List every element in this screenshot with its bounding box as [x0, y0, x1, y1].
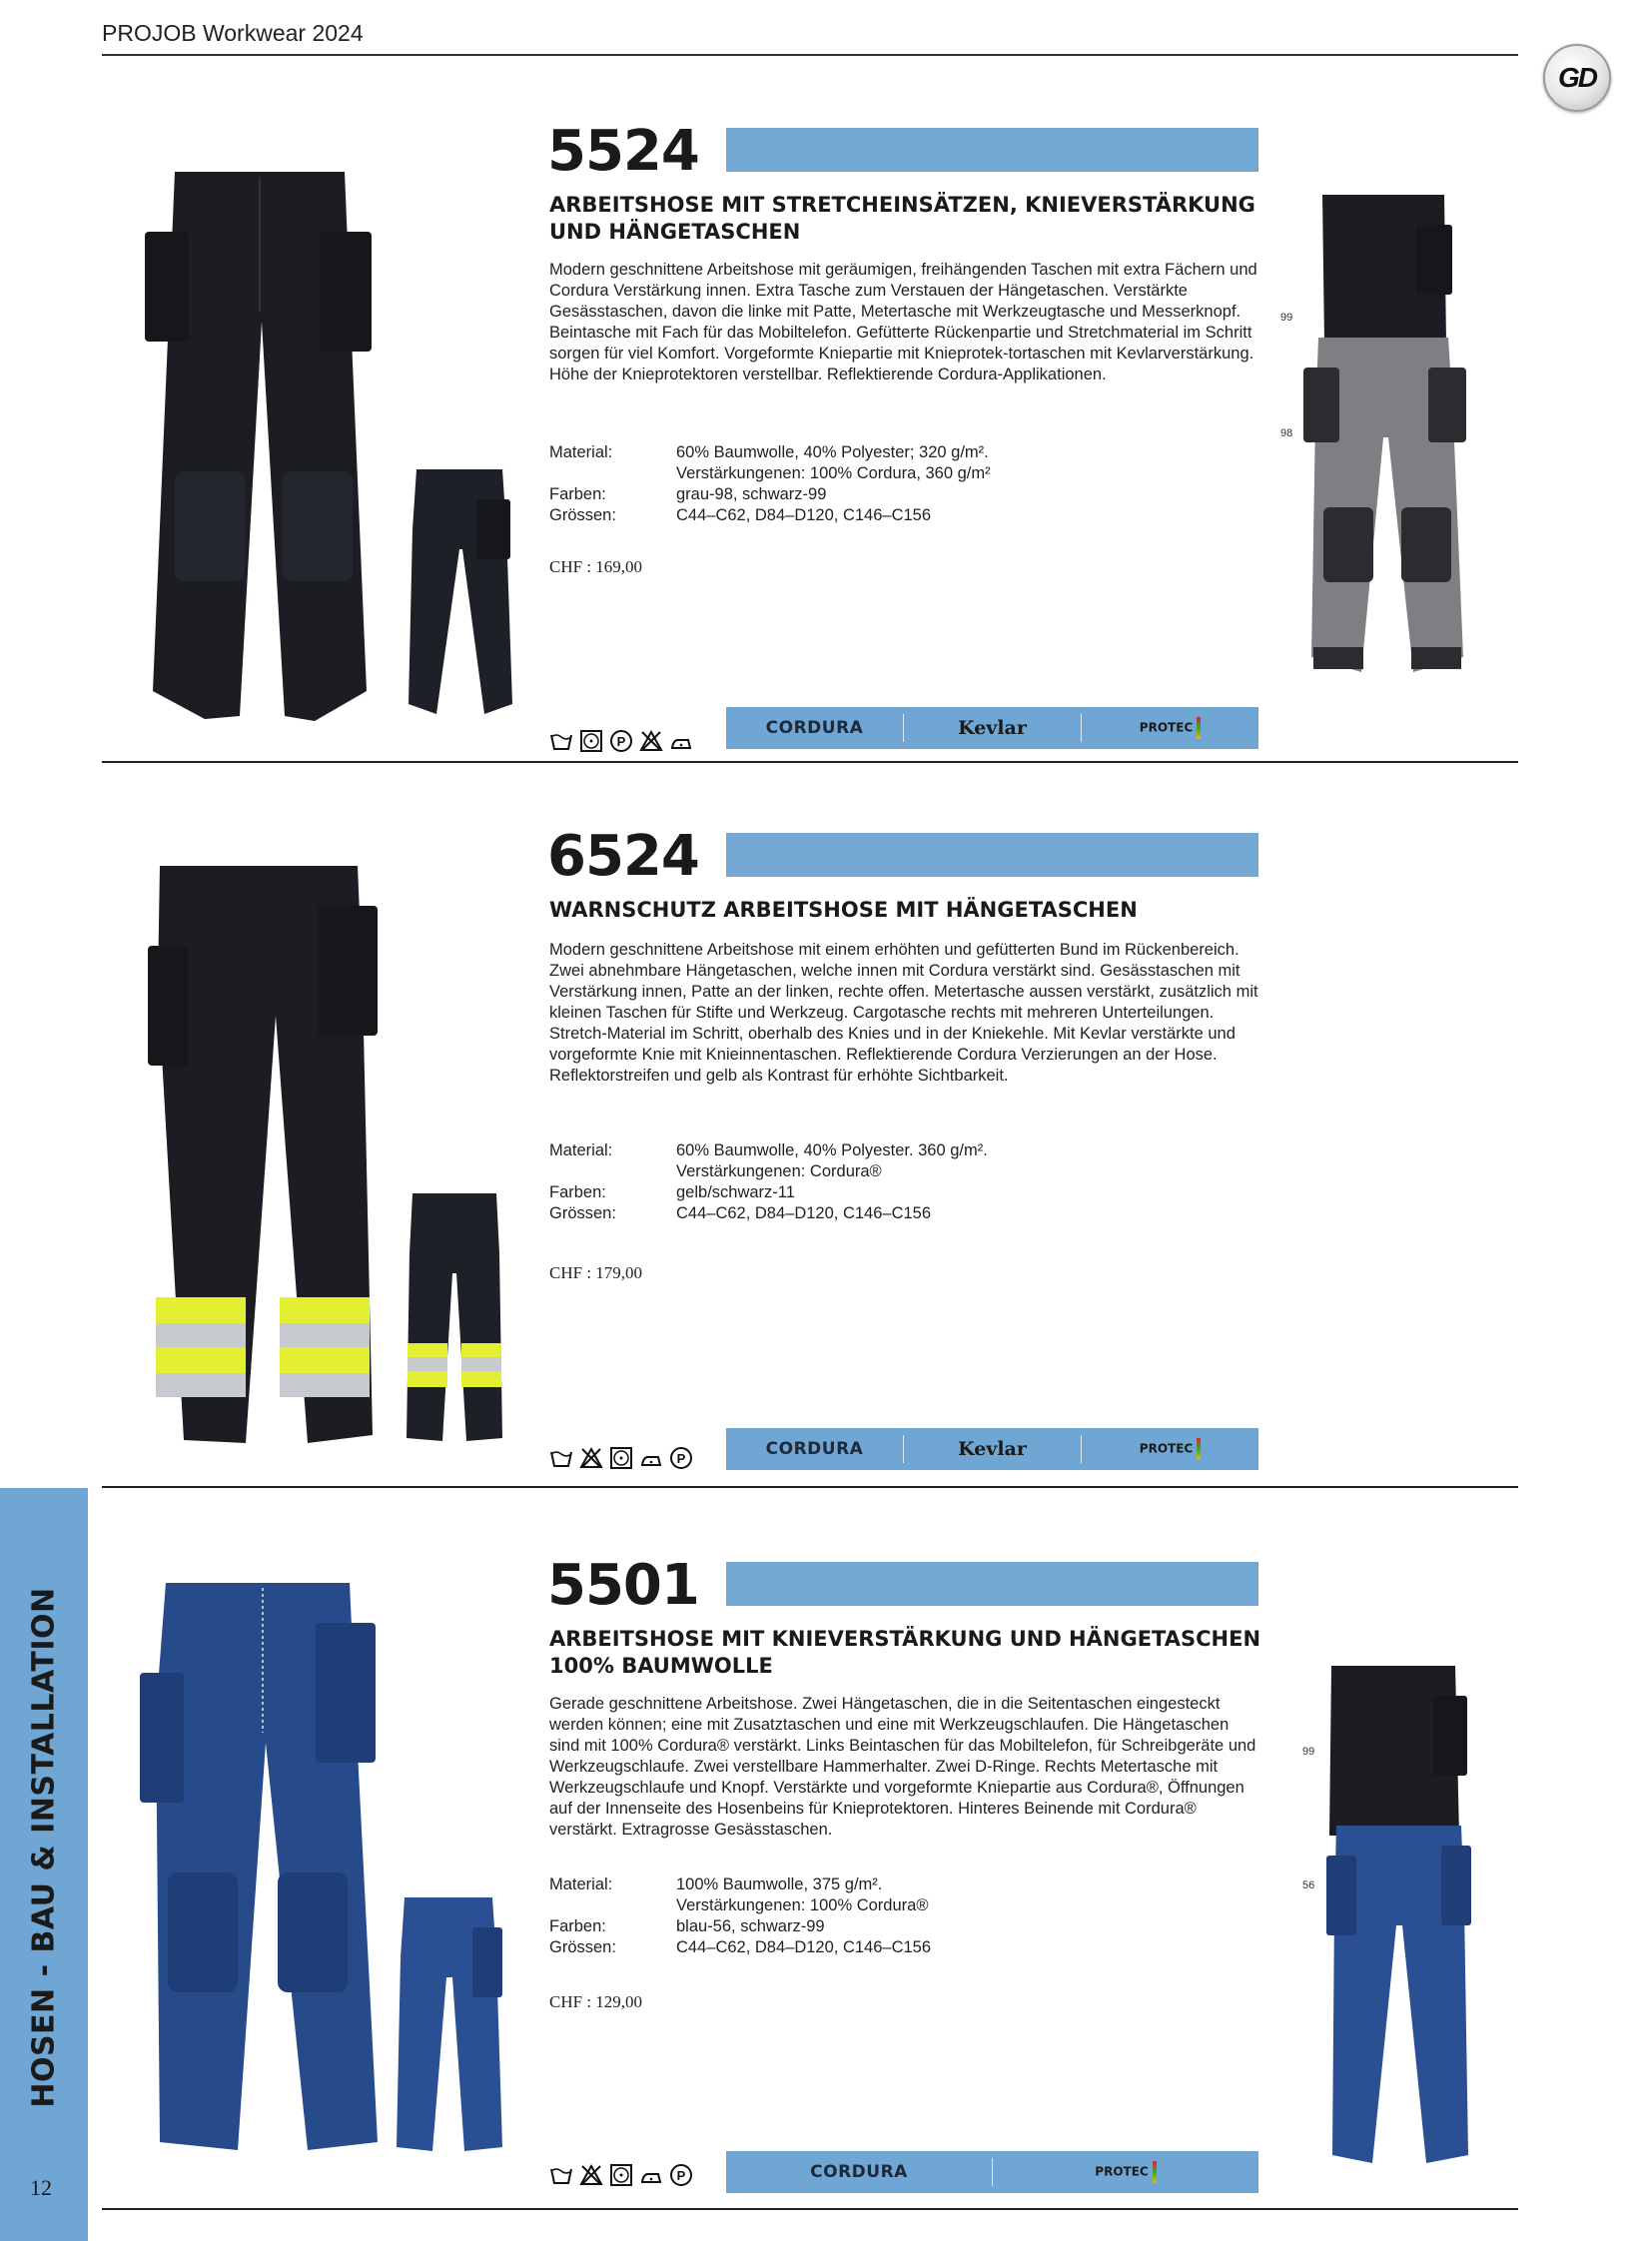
section-divider [102, 2208, 1518, 2210]
wash-icon [549, 729, 573, 753]
svg-text:P: P [616, 734, 626, 749]
swatch-black-image [1316, 195, 1456, 345]
protec-logo: PROTEC [1082, 1438, 1258, 1460]
product-title: WARNSCHUTZ ARBEITSHOSE MIT HÄNGETASCHEN [549, 898, 1138, 922]
product-description: Gerade geschnittene Arbeitshose. Zwei Hängetaschen, die in die Seitentaschen eingesteckt werden können; eine mit Zusatztaschen und eine mit Werkzeugschlaufen. Die Hängetaschen sind mit 100% Cordura® verstärkt. Links Beintaschen für das Mobiltelefon, für Schreibgeräte und Werkzeugschlaufe. Zwei verstellbare Hammerhalter. Zwei D-Ringe. Rechts Metertasche mit Werkzeugschlaufe und Knopf. Verstärkte und vorgeformte Kniepartie aus Cordura®, Öffnungen auf der Innenseite des Hosenbeins für Knieprotektoren. Hinteres Beinende mit Cordura® verstärkt. Extragrosse Gesässtaschen. [549, 1695, 1256, 1839]
header-divider [102, 54, 1518, 56]
swatch-label: 56 [1302, 1879, 1315, 1891]
no-bleach-icon [639, 729, 663, 753]
iron-icon [639, 2163, 663, 2187]
material-brand-bar [726, 2151, 1258, 2193]
cordura-logo: CORDURA [765, 718, 864, 738]
professional-clean-icon [669, 1446, 693, 1470]
sizes-label: Grössen: [549, 1938, 616, 1956]
trouser-back-image [395, 1897, 504, 2152]
product-specs [549, 1140, 988, 1224]
product-price: CHF : 179,00 [549, 1263, 643, 1282]
reinforcement-value: Verstärkungenen: 100% Cordura, 360 g/m² [676, 464, 991, 482]
product-number: 6524 [547, 824, 699, 889]
section-divider [102, 1486, 1518, 1488]
material-label: Material: [549, 1875, 613, 1893]
swatch-grey-image [1303, 338, 1468, 672]
material-label: Material: [549, 443, 613, 461]
professional-clean-icon [669, 2163, 693, 2187]
swatch-label: 99 [1302, 1746, 1315, 1758]
page-number: 12 [30, 2175, 52, 2200]
tumble-dry-icon [579, 729, 603, 753]
sizes-value: C44–C62, D84–D120, C146–C156 [676, 506, 932, 524]
care-symbols [549, 1446, 693, 1470]
svg-text:P: P [676, 2168, 686, 2183]
wash-icon [549, 1446, 573, 1470]
cordura-logo: CORDURA [765, 1439, 864, 1459]
trouser-main-image [135, 172, 385, 721]
care-symbols [549, 729, 693, 753]
material-value: 60% Baumwolle, 40% Polyester; 320 g/m². [676, 443, 989, 461]
swatch-label: 98 [1280, 427, 1293, 439]
material-value: 100% Baumwolle, 375 g/m². [676, 1875, 883, 1893]
material-value: 60% Baumwolle, 40% Polyester. 360 g/m². [676, 1141, 988, 1159]
care-symbols [549, 2163, 693, 2187]
trouser-back-image [405, 469, 514, 719]
material-brand-bar [726, 707, 1258, 749]
product-price: CHF : 169,00 [549, 557, 643, 576]
protec-logo: PROTEC [1082, 717, 1258, 739]
trouser-main-image [148, 866, 388, 1445]
colors-label: Farben: [549, 1183, 606, 1201]
trouser-back-image [405, 1193, 504, 1443]
iron-icon [639, 1446, 663, 1470]
sizes-label: Grössen: [549, 506, 616, 524]
protec-logo: PROTEC [993, 2161, 1258, 2183]
trouser-main-image [138, 1583, 388, 2152]
page-header-title: PROJOB Workwear 2024 [102, 20, 364, 46]
colors-value: blau-56, schwarz-99 [676, 1917, 825, 1935]
tumble-dry-icon [609, 1446, 633, 1470]
product-number: 5524 [547, 119, 699, 184]
product-title: ARBEITSHOSE MIT STRETCHEINSÄTZEN, KNIEVERSTÄRKUNG UND HÄNGETASCHEN [549, 193, 1255, 244]
category-label: HOSEN - BAU & INSTALLATION [26, 1587, 62, 2108]
kevlar-logo: Kevlar [958, 717, 1027, 739]
product-header-bar [726, 833, 1258, 877]
product-title: ARBEITSHOSE MIT KNIEVERSTÄRKUNG UND HÄNGETASCHEN 100% BAUMWOLLE [549, 1627, 1261, 1678]
colors-label: Farben: [549, 1917, 606, 1935]
reinforcement-value: Verstärkungenen: 100% Cordura® [676, 1896, 929, 1914]
company-logo: GD [1543, 44, 1611, 112]
swatch-black-image [1323, 1666, 1468, 1836]
material-label: Material: [549, 1141, 613, 1159]
product-specs [549, 1874, 931, 1958]
no-bleach-icon [579, 2163, 603, 2187]
sizes-value: C44–C62, D84–D120, C146–C156 [676, 1204, 932, 1222]
tumble-dry-icon [609, 2163, 633, 2187]
material-brand-bar [726, 1428, 1258, 1470]
no-bleach-icon [579, 1446, 603, 1470]
iron-icon [669, 729, 693, 753]
colors-value: gelb/schwarz-11 [676, 1183, 795, 1201]
product-price: CHF : 129,00 [549, 1992, 643, 2011]
colors-value: grau-98, schwarz-99 [676, 485, 827, 503]
sizes-label: Grössen: [549, 1204, 616, 1222]
section-divider [102, 761, 1518, 763]
colors-label: Farben: [549, 485, 606, 503]
svg-text:P: P [676, 1451, 686, 1466]
reinforcement-value: Verstärkungenen: Cordura® [676, 1162, 882, 1180]
wash-icon [549, 2163, 573, 2187]
product-header-bar [726, 1562, 1258, 1606]
professional-clean-icon [609, 729, 633, 753]
product-description: Modern geschnittene Arbeitshose mit geräumigen, freihängenden Taschen mit extra Fächern und Cordura Verstärkung innen. Extra Tasche zum Verstauen der Hängetaschen. Verstärkte Gesässtaschen, davon die linke mit Patte, Metertasche mit Werkzeugtasche und Messerknopf. Beintasche mit Fach für das Mobiltelefon. Gefütterte Rückenpartie und Stretchmaterial im Schritt sorgen für viel Komfort. Vorgeformte Kniepartie mit Knieprotek-tortaschen mit Kevlarverstärkung. Höhe der Knieprotektoren verstellbar. Reflektierende Cordura-Applikationen. [549, 261, 1257, 383]
product-description: Modern geschnittene Arbeitshose mit einem erhöhten und gefütterten Bund im Rückenbereich. Zwei abnehmbare Hängetaschen, welche innen mit Cordura verstärkt sind. Gesässtaschen mit Verstärkung innen, Patte an der linken, rechte offen. Metertasche aussen verstärkt, zusätzlich mit kleinen Taschen für Stifte und Werkzeug. Cargotasche rechts mit mehreren Unterteilungen. Stretch-Material im Schritt, oberhalb des Knies und in der Kniekehle. Mit Kevlar verstärkte und vorgeformte Knie mit Knieinnentaschen. Reflektierende Cordura Verzierungen an der Hose. Reflektorstreifen und gelb als Kontrast für erhöhte Sichtbarkeit. [549, 941, 1258, 1085]
product-number: 5501 [547, 1553, 699, 1618]
kevlar-logo: Kevlar [958, 1438, 1027, 1460]
swatch-blue-image [1326, 1826, 1471, 2165]
swatch-label: 99 [1280, 312, 1293, 324]
product-specs [549, 442, 991, 526]
sizes-value: C44–C62, D84–D120, C146–C156 [676, 1938, 932, 1956]
cordura-logo: CORDURA [810, 2162, 908, 2182]
product-header-bar [726, 128, 1258, 172]
